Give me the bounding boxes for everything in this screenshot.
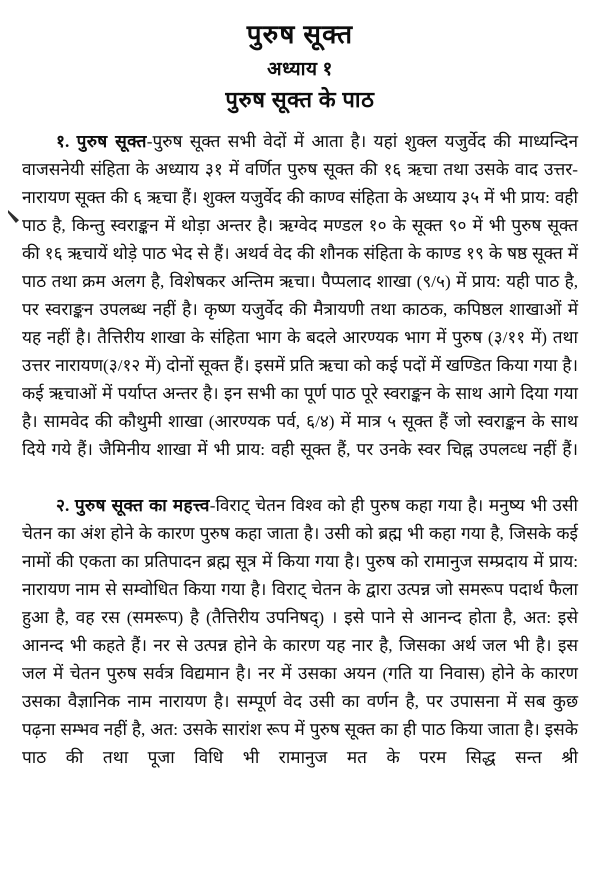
paragraph-1-body: पुरुष सूक्त सभी वेदों में आता है। यहां शुक्ल यजुर्वेद की माध्यन्दिन वाजसनेयी संहिता के अध्याय ३१ में वर्णित पुरुष सूक्त की १६ ऋचा तथा उसके वाद उत्तर-नारायण सूक्त की ६ ऋचा हैं। शुक्ल यजुर्वेद की काण्व संहिता के अध्याय ३५ में भी प्राय: वही पाठ है, किन्तु स्वराङ्कन में थोड़ा अन्तर है। ऋग्वेद मण्डल १० के सूक्त ९० में भी पुरुष सूक्त की १६ ऋचायें थोड़े पाठ भेद से हैं। अथर्व वेद की शौनक संहिता के काण्ड १९ के षष्ठ सूक्त में पाठ तथा क्रम अलग है, विशेषकर अन्तिम ऋचा। पैप्पलाद शाखा (९/५) में प्राय: यही पाठ है, पर स्वराङ्कन उपलब्ध नहीं है। कृष्ण यजुर्वेद की मैत्रायणी तथा काठक, कपिष्ठल शाखाओं में यह नहीं है। तैत्तिरीय शाखा के संहिता भाग के बदले आरण्यक भाग में पुरुष (३/११ में) तथा उत्तर नारायण(३/१२ में) दोनों सूक्त हैं। इसमें प्रति ऋचा को कई पदों में खण्डित किया गया है। कई ऋचाओं में पर्याप्त अन्तर है। इन सभी का पूर्ण पाठ पूरे स्वराङ्कन के साथ आगे दिया गया है। सामवेद की कौथुमी शाखा (आरण्यक पर्व, ६/४) में मात्र ५ सूक्त हैं जो स्वराङ्कन के साथ दिये गये हैं। जैमिनीय शाखा में भी प्राय: वही सूक्त हैं, पर उनके स्वर चिह्न उपलव्ध नहीं हैं। [22, 132, 579, 459]
paragraph-2-body: विराट् चेतन विश्व को ही पुरुष कहा गया है। मनुष्य भी उसी चेतन का अंश होने के कारण पुरुष कहा जाता है। उसी को ब्रह्म भी कहा गया है, जिसके कई नामों की एकता का प्रतिपादन ब्रह्म सूत्र में किया गया है। पुरुष को रामानुज सम्प्रदाय में प्राय: नारायण नाम से सम्वोधित किया गया है। विराट् चेतन के द्वारा उत्पन्न जो समरूप पदार्थ फैला हुआ है, वह रस (समरूप) है (तैत्तिरीय उपनिषद्) । इसे पाने से आनन्द होता है, अत: इसे आनन्द भी कहते हैं। नर से उत्पन्न होने के कारण यह नार है, जिसका अर्थ जल भी है। इस जल में चेतन पुरुष सर्वत्र विद्यमान है। नर में उसका अयन (गति या निवास) होने के कारण उसका वैज्ञानिक नाम नारायण है। सम्पूर्ण वेद उसी का वर्णन है, पर उपासना में सब कुछ पढ़ना सम्भव नहीं है, अत: उसके सारांश रूप में पुरुष सूक्त का ही पाठ किया जाता है। इसके पाठ की तथा पूजा विधि भी रामानुज मत के परम सिद्ध सन्त श्री [22, 496, 578, 767]
paragraph-2-run-in-heading: पुरुष सूक्त का महत्त्व [74, 496, 210, 515]
section-heading: पुरुष सूक्त के पाठ [225, 86, 375, 112]
paragraph-1-number-space [69, 132, 76, 151]
paragraph-1-number: १. [56, 132, 70, 151]
body-text-block [22, 128, 578, 800]
paragraph-2 [22, 492, 578, 800]
paragraph-1-separator: - [146, 132, 153, 151]
paragraph-1-run-in-heading: पुरुष सूक्त [76, 132, 147, 151]
page-title: पुरुष सूक्त [246, 20, 354, 49]
scan-artifact-mark [8, 210, 19, 223]
paragraph-2-number: २. [56, 496, 70, 515]
chapter-label: अध्याय १ [267, 58, 333, 80]
page-heading-block [0, 20, 600, 112]
paragraph-1 [22, 128, 578, 492]
paragraph-2-separator: - [209, 496, 216, 515]
